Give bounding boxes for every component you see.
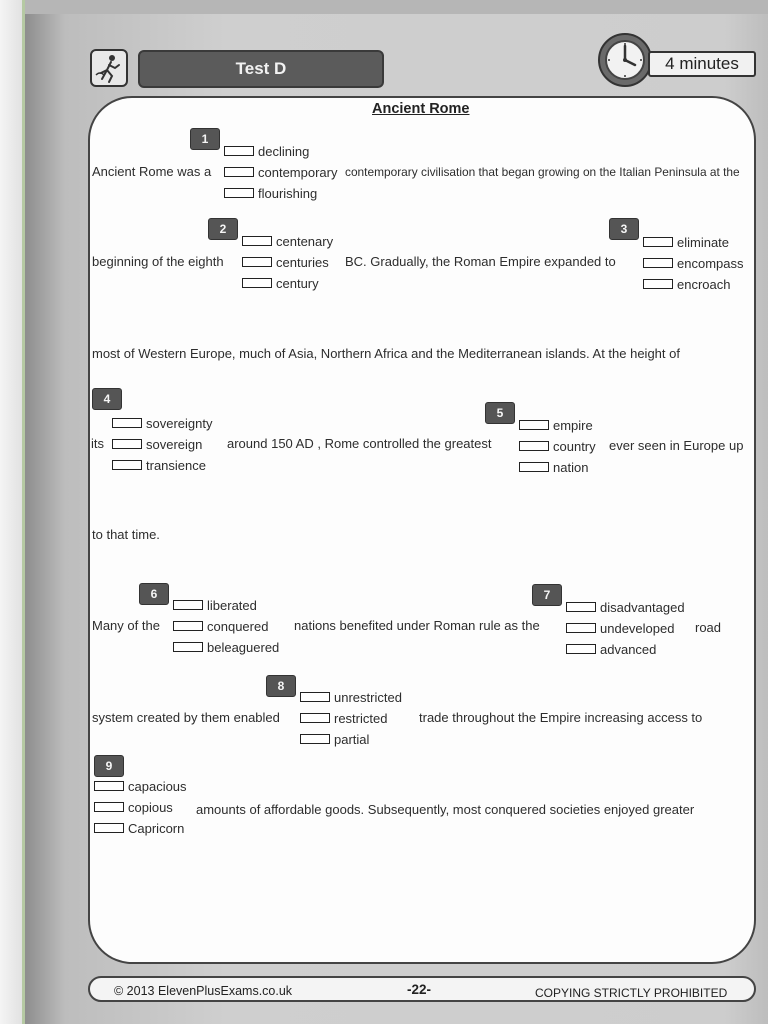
question-number-8: 8 <box>266 675 296 697</box>
q5-option-c[interactable]: nation <box>519 459 588 475</box>
q4-option-b[interactable]: sovereign <box>112 436 202 452</box>
running-figure-icon <box>90 49 128 87</box>
q9-checkbox-b[interactable] <box>94 802 124 812</box>
timer-label: 4 minutes <box>648 51 756 77</box>
q2-option-a[interactable]: centenary <box>242 233 333 249</box>
q3-option-b[interactable]: encompass <box>643 255 743 271</box>
q1-option-c[interactable]: flourishing <box>224 185 317 201</box>
question-number-5: 5 <box>485 402 515 424</box>
passage-title: Ancient Rome <box>372 101 470 117</box>
q1-checkbox-b[interactable] <box>224 167 254 177</box>
question-number-2: 2 <box>208 218 238 240</box>
q9-checkbox-c[interactable] <box>94 823 124 833</box>
question-number-7: 7 <box>532 584 562 606</box>
q1-checkbox-a[interactable] <box>224 146 254 156</box>
passage-text-12: road <box>695 620 722 635</box>
q8-checkbox-c[interactable] <box>300 734 330 744</box>
footer-copyright: © 2013 ElevenPlusExams.co.uk <box>114 984 293 998</box>
q5-option-b[interactable]: country <box>519 438 596 454</box>
q2-checkbox-a[interactable] <box>242 236 272 246</box>
q9-option-c[interactable]: Capricorn <box>94 820 184 836</box>
q8-option-b[interactable]: restricted <box>300 710 387 726</box>
q5-checkbox-b[interactable] <box>519 441 549 451</box>
passage-text-6: its <box>91 436 104 451</box>
q2-checkbox-c[interactable] <box>242 278 272 288</box>
q7-checkbox-b[interactable] <box>566 623 596 633</box>
q7-option-a[interactable]: disadvantaged <box>566 599 685 615</box>
q7-checkbox-c[interactable] <box>566 644 596 654</box>
passage-text-8: ever seen in Europe up <box>609 438 744 453</box>
q8-option-c[interactable]: partial <box>300 731 369 747</box>
footer-notice: COPYING STRICTLY PROHIBITED <box>535 986 728 1000</box>
passage-text-9: to that time. <box>92 527 160 542</box>
q6-option-b[interactable]: conquered <box>173 618 268 634</box>
q6-option-a[interactable]: liberated <box>173 597 257 613</box>
q3-option-c[interactable]: encroach <box>643 276 730 292</box>
question-number-6: 6 <box>139 583 169 605</box>
q1-option-a[interactable]: declining <box>224 143 309 159</box>
q3-checkbox-c[interactable] <box>643 279 673 289</box>
q4-checkbox-c[interactable] <box>112 460 142 470</box>
question-number-1: 1 <box>190 128 220 150</box>
q9-checkbox-a[interactable] <box>94 781 124 791</box>
clock-icon <box>597 32 653 88</box>
q1-checkbox-c[interactable] <box>224 188 254 198</box>
test-label: Test D <box>235 59 287 78</box>
question-number-4: 4 <box>92 388 122 410</box>
q2-option-c[interactable]: century <box>242 275 319 291</box>
q3-checkbox-b[interactable] <box>643 258 673 268</box>
q5-checkbox-a[interactable] <box>519 420 549 430</box>
q2-option-b[interactable]: centuries <box>242 254 329 270</box>
passage-text-15: amounts of affordable goods. Subsequently, most conquered societies enjoyed greater <box>196 802 695 817</box>
passage-text-4: BC. Gradually, the Roman Empire expanded to <box>345 254 616 269</box>
passage-text-11: nations benefited under Roman rule as the <box>294 618 540 633</box>
question-panel <box>88 96 756 964</box>
q5-option-a[interactable]: empire <box>519 417 593 433</box>
passage-text-13: system created by them enabled <box>92 710 280 725</box>
q2-checkbox-b[interactable] <box>242 257 272 267</box>
q6-checkbox-b[interactable] <box>173 621 203 631</box>
passage-text-3: beginning of the eighth <box>92 254 224 269</box>
page-left-margin <box>0 0 22 1024</box>
q7-checkbox-a[interactable] <box>566 602 596 612</box>
q8-checkbox-a[interactable] <box>300 692 330 702</box>
q1-option-b[interactable]: contemporary <box>224 164 337 180</box>
q7-option-c[interactable]: advanced <box>566 641 656 657</box>
test-title-banner <box>138 50 384 88</box>
passage-text-5: most of Western Europe, much of Asia, Northern Africa and the Mediterranean islands. At the height of <box>92 346 680 361</box>
q9-option-a[interactable]: capacious <box>94 778 187 794</box>
passage-text-1: Ancient Rome was a <box>92 164 212 179</box>
q6-checkbox-c[interactable] <box>173 642 203 652</box>
q4-option-c[interactable]: transience <box>112 457 206 473</box>
q6-option-c[interactable]: beleaguered <box>173 639 279 655</box>
passage-text-14: trade throughout the Empire increasing access to <box>419 710 703 725</box>
question-number-3: 3 <box>609 218 639 240</box>
q4-option-a[interactable]: sovereignty <box>112 415 212 431</box>
q3-option-a[interactable]: eliminate <box>643 234 729 250</box>
question-number-9: 9 <box>94 755 124 777</box>
q9-option-b[interactable]: copious <box>94 799 173 815</box>
passage-text-7: around 150 AD , Rome controlled the greatest <box>227 436 492 451</box>
footer-page-number: -22- <box>407 982 432 997</box>
q7-option-b[interactable]: undeveloped <box>566 620 674 636</box>
q3-checkbox-a[interactable] <box>643 237 673 247</box>
q6-checkbox-a[interactable] <box>173 600 203 610</box>
q4-checkbox-b[interactable] <box>112 439 142 449</box>
passage-text-2: contemporary civilisation that began growing on the Italian Peninsula at the <box>345 165 740 179</box>
q8-option-a[interactable]: unrestricted <box>300 689 402 705</box>
q8-checkbox-b[interactable] <box>300 713 330 723</box>
q4-checkbox-a[interactable] <box>112 418 142 428</box>
q5-checkbox-c[interactable] <box>519 462 549 472</box>
passage-text-10: Many of the <box>92 618 160 633</box>
page-top-strip <box>25 0 768 14</box>
